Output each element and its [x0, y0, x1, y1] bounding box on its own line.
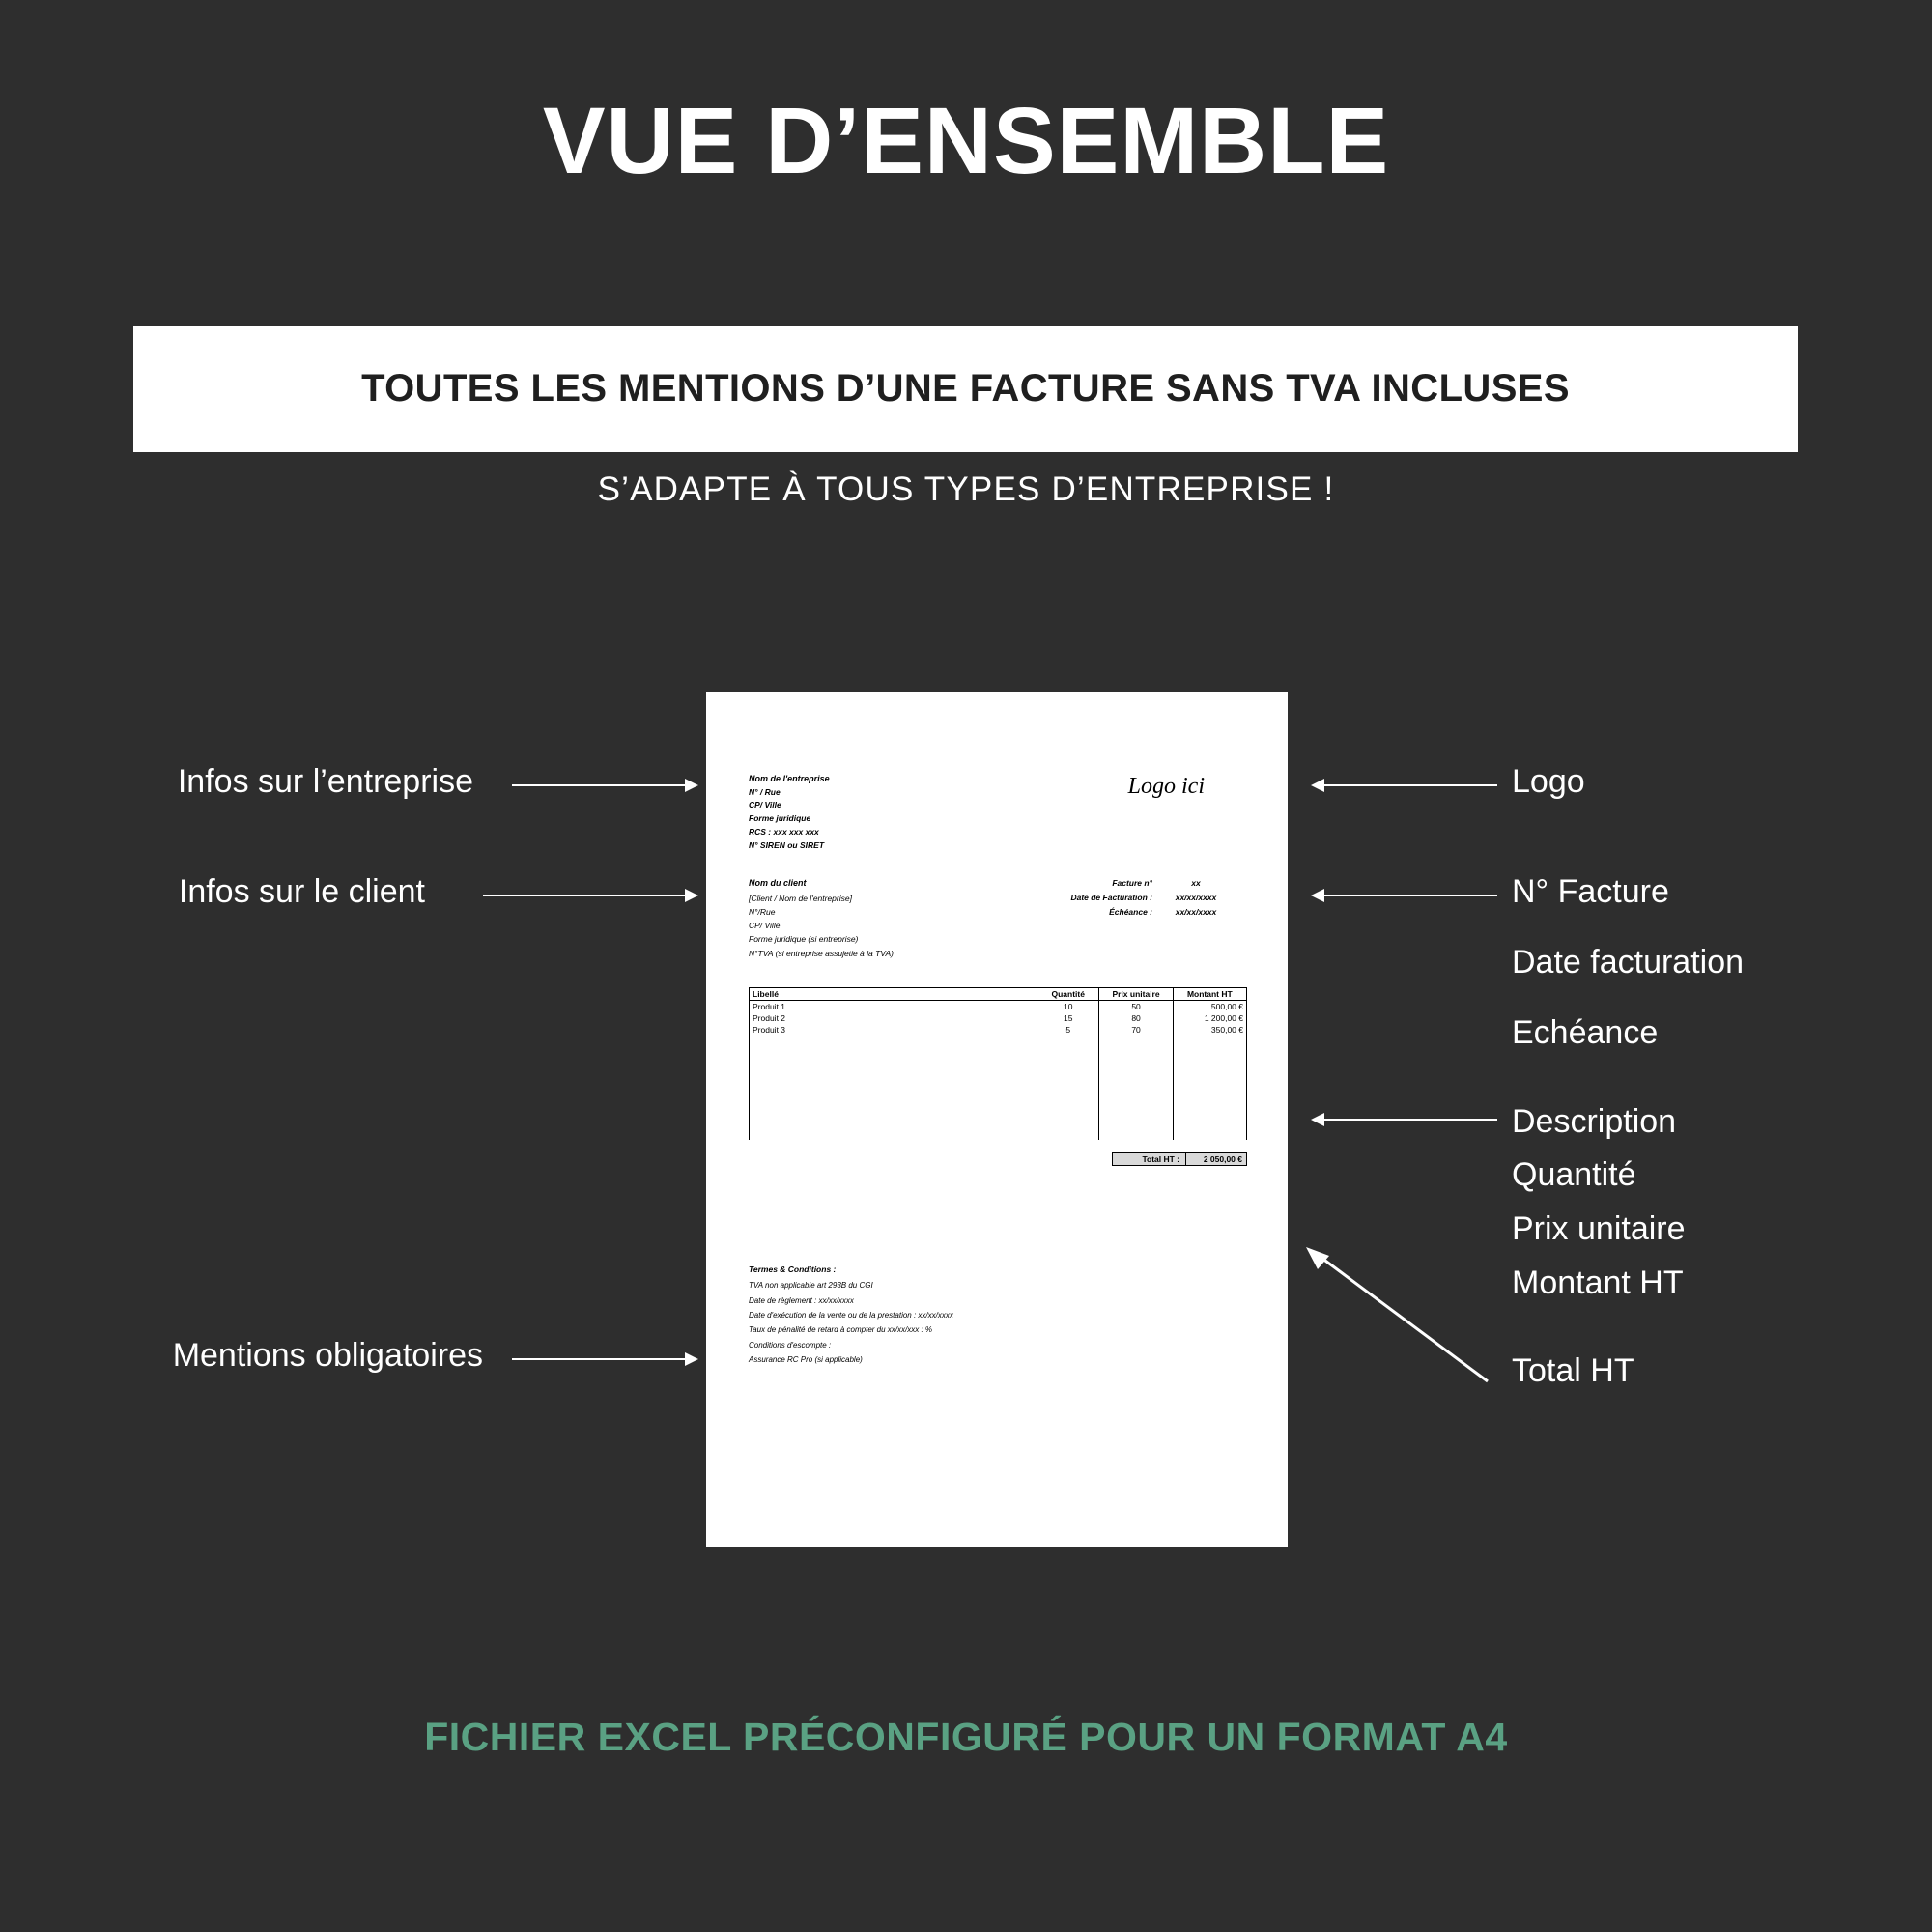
col-montant-ht: Montant HT: [1173, 987, 1246, 1000]
banner-text: TOUTES LES MENTIONS D’UNE FACTURE SANS TVA INCLUSES: [361, 367, 1570, 410]
annotation-description: Description: [1512, 1103, 1677, 1140]
annotation-montant-ht: Montant HT: [1512, 1264, 1684, 1301]
annotation-infos-client: Infos sur le client: [178, 873, 425, 910]
client-line-2: N°/Rue: [749, 906, 776, 917]
terms-line-1: TVA non applicable art 293B du CGI: [749, 1281, 873, 1291]
col-prix-unitaire: Prix unitaire: [1099, 987, 1173, 1000]
company-line-5: N° SIREN ou SIRET: [749, 839, 825, 850]
company-line-1: N° / Rue: [749, 786, 781, 797]
cell-empty: [1173, 1036, 1246, 1140]
footer-text: FICHIER EXCEL PRÉCONFIGURÉ POUR UN FORMAT A4: [424, 1715, 1508, 1759]
logo-placeholder: Logo ici: [1127, 774, 1205, 799]
invoice-header-row: [749, 772, 1247, 852]
cell-montant: 500,00 €: [1173, 1000, 1246, 1012]
cell-libelle: Produit 2: [750, 1012, 1037, 1024]
total-row: [749, 1152, 1247, 1166]
terms-line-6: Assurance RC Pro (si applicable): [749, 1354, 863, 1364]
arrow-infos-entreprise: [512, 784, 686, 786]
cell-quantite: 5: [1037, 1024, 1099, 1036]
cell-prix: 50: [1099, 1000, 1173, 1012]
invoice-due-label: Échéance :: [1109, 906, 1152, 917]
cell-montant: 1 200,00 €: [1173, 1012, 1246, 1024]
annotation-logo: Logo: [1512, 763, 1585, 800]
terms-line-3: Date d'exécution de la vente ou de la prestation : xx/xx/xxxx: [749, 1310, 953, 1320]
total-label: Total HT :: [1112, 1152, 1185, 1166]
banner: [133, 326, 1798, 452]
annotation-total-ht: Total HT: [1512, 1352, 1634, 1389]
col-quantite: Quantité: [1037, 987, 1099, 1000]
annotation-numero-facture: N° Facture: [1512, 873, 1669, 910]
invoice-due-value: xx/xx/xxxx: [1175, 906, 1217, 917]
arrow-numero-facture: [1323, 895, 1497, 896]
arrow-mentions-obligatoires: [512, 1358, 686, 1360]
client-info: [749, 876, 894, 959]
invoice-preview: [706, 692, 1288, 1547]
page-title: VUE D’ENSEMBLE: [542, 88, 1390, 193]
cell-prix: 70: [1099, 1024, 1173, 1036]
table-header-row: [750, 987, 1247, 1000]
invoice-date-row: [1029, 891, 1239, 905]
invoice-number-label: Facture n°: [1112, 878, 1152, 889]
annotation-echeance: Echéance: [1512, 1014, 1659, 1051]
total-value: 2 050,00 €: [1185, 1152, 1247, 1166]
annotation-infos-entreprise: Infos sur l’entreprise: [177, 763, 473, 800]
cell-quantite: 10: [1037, 1000, 1099, 1012]
cell-montant: 350,00 €: [1173, 1024, 1246, 1036]
terms-line-4: Taux de pénalité de retard à compter du xx/xx/xxx : %: [749, 1325, 933, 1335]
arrow-logo: [1323, 784, 1497, 786]
subtitle: S’ADAPTE À TOUS TYPES D’ENTREPRISE !: [597, 470, 1335, 508]
terms-title: Termes & Conditions :: [749, 1264, 837, 1274]
company-name: Nom de l'entreprise: [749, 774, 830, 783]
table-empty-rows: [750, 1036, 1247, 1140]
annotation-quantite: Quantité: [1512, 1156, 1636, 1193]
invoice-content: [749, 772, 1247, 1367]
cell-empty: [750, 1036, 1037, 1140]
invoice-number-value: xx: [1191, 878, 1201, 889]
annotation-mentions-obligatoires: Mentions obligatoires: [172, 1337, 483, 1374]
table-row: [750, 1012, 1247, 1024]
company-info: [749, 772, 830, 852]
client-and-meta-row: [749, 876, 1247, 959]
arrow-total-ht: [1304, 1246, 1497, 1391]
cell-prix: 80: [1099, 1012, 1173, 1024]
annotation-prix-unitaire: Prix unitaire: [1512, 1210, 1686, 1247]
company-line-2: CP/ Ville: [749, 800, 781, 810]
annotation-date-facturation: Date facturation: [1512, 944, 1745, 980]
client-line-3: CP/ Ville: [749, 921, 781, 931]
terms-section: [749, 1262, 1247, 1367]
terms-line-5: Conditions d'escompte :: [749, 1340, 832, 1350]
cell-libelle: Produit 1: [750, 1000, 1037, 1012]
client-line-5: N°TVA (si entreprise assujetie à la TVA): [749, 948, 895, 958]
arrow-description: [1323, 1119, 1497, 1121]
table-row: [750, 1024, 1247, 1036]
cell-libelle: Produit 3: [750, 1024, 1037, 1036]
client-line-4: Forme juridique (si entreprise): [749, 934, 859, 945]
invoice-date-value: xx/xx/xxxx: [1175, 893, 1217, 903]
terms-line-2: Date de règlement : xx/xx/xxxx: [749, 1295, 854, 1305]
client-line-1: [Client / Nom de l'entreprise]: [749, 893, 852, 903]
cell-empty: [1099, 1036, 1173, 1140]
cell-empty: [1037, 1036, 1099, 1140]
client-name: Nom du client: [749, 878, 807, 889]
invoice-meta: [1029, 876, 1247, 959]
cell-quantite: 15: [1037, 1012, 1099, 1024]
arrow-infos-client: [483, 895, 686, 896]
table-row: [750, 1000, 1247, 1012]
company-line-3: Forme juridique: [749, 813, 811, 824]
invoice-date-label: Date de Facturation :: [1070, 893, 1152, 903]
col-libelle: Libellé: [750, 987, 1037, 1000]
invoice-number-row: [1029, 876, 1239, 891]
company-line-4: RCS : xxx xxx xxx: [749, 826, 819, 837]
invoice-items-table: [749, 987, 1247, 1140]
invoice-due-row: [1029, 905, 1239, 920]
